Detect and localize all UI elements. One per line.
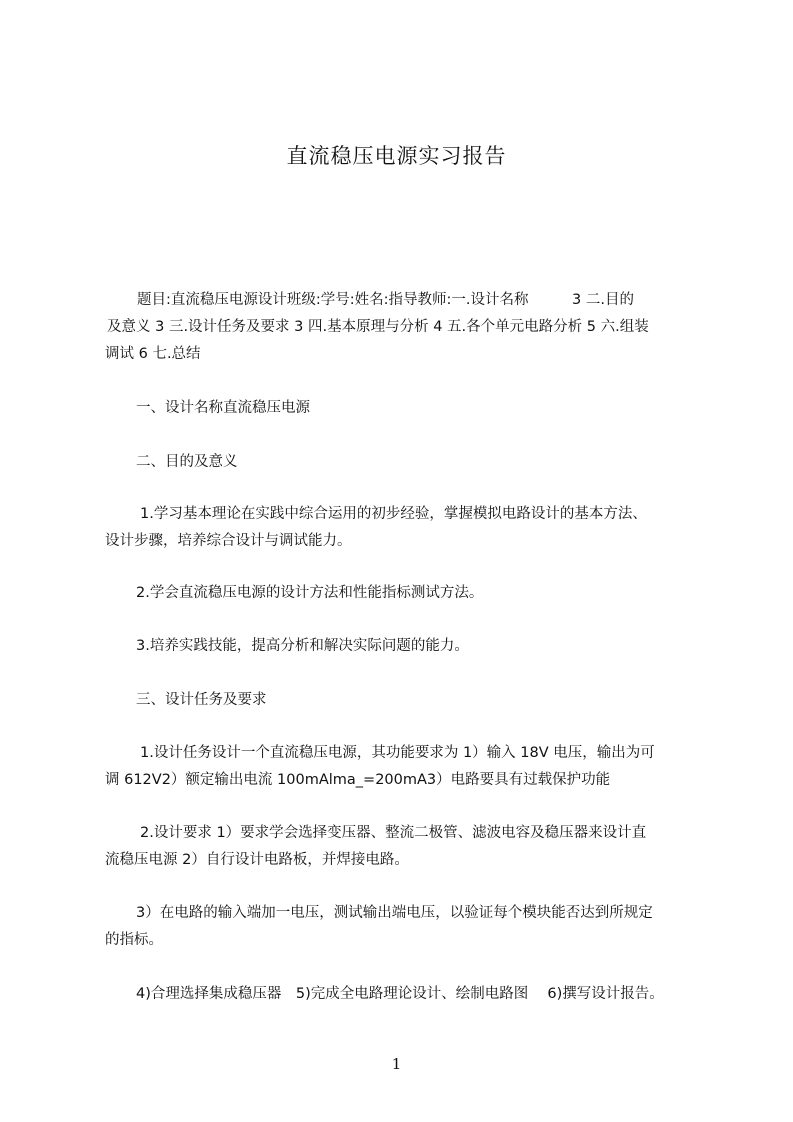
paragraph-req3-line1: 3）在电路的输入端加一电压，测试输出端电压，以验证每个模块能否达到所规定 <box>136 905 653 921</box>
page-number: 1 <box>391 1055 402 1073</box>
paragraph-req2-line2: 流稳压电源 2）自行设计电路板，并焊接电路。 <box>105 852 409 868</box>
section-heading-1: 一、设计名称直流稳压电源 <box>136 400 310 416</box>
section-heading-2: 二、目的及意义 <box>136 454 238 470</box>
paragraph-req3-line2: 的指标。 <box>105 932 163 948</box>
paragraph-item2: 2.学会直流稳压电源的设计方法和性能指标测试方法。 <box>136 585 484 601</box>
paragraph-item1-line1: 1.学习基本理论在实践中综合运用的初步经验，掌握模拟电路设计的基本方法、 <box>140 506 647 522</box>
toc-line-2: 及意义 3 三.设计任务及要求 3 四.基本原理与分析 4 五.各个单元电路分析 5 六.组装 <box>107 319 649 335</box>
toc-line-1: 题目:直流稳压电源设计班级:学号:姓名:指导教师:一.设计名称 3 二.目的 <box>137 292 634 308</box>
section-heading-3: 三、设计任务及要求 <box>136 692 267 708</box>
paragraph-item3: 3.培养实践技能，提高分析和解决实际问题的能力。 <box>136 638 469 654</box>
toc-line-3: 调试 6 七.总结 <box>105 346 201 362</box>
paragraph-req4: 4)合理选择集成稳压器 5)完成全电路理论设计、绘制电路图 6)撰写设计报告。 <box>136 986 664 1002</box>
document-title: 直流稳压电源实习报告 <box>286 144 507 168</box>
paragraph-req2-line1: 2.设计要求 1）要求学会选择变压器、整流二极管、滤波电容及稳压器来设计直 <box>140 825 647 841</box>
paragraph-task1-line2: 调 612V2）额定输出电流 100mAlma_=200mA3）电路要具有过载保护功能 <box>105 772 611 788</box>
paragraph-item1-line2: 设计步骤，培养综合设计与调试能力。 <box>105 533 352 549</box>
paragraph-task1-line1: 1.设计任务设计一个直流稳压电源，其功能要求为 1）输入 18V 电压，输出为可 <box>140 745 655 761</box>
